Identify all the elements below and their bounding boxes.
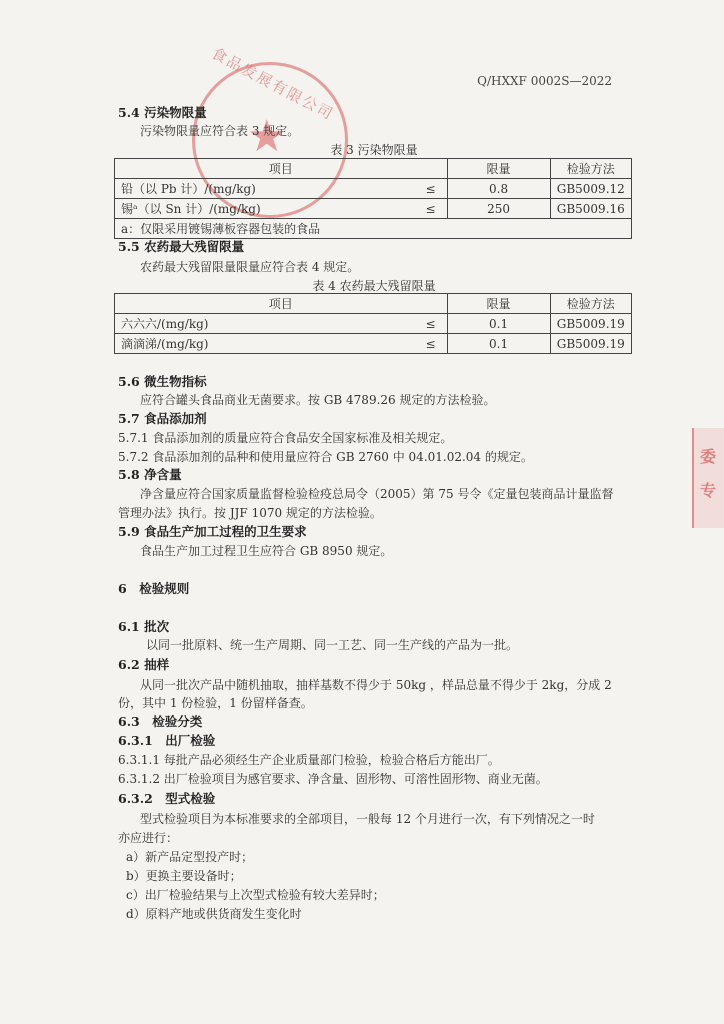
section-6-3-2-line-2: 亦应进行：	[118, 831, 179, 845]
table-4-caption: 表 4 农药最大残留限量	[312, 279, 436, 293]
table-cell-op: ≤	[415, 199, 448, 219]
table-cell-item: 锡ᵃ（以 Sn 计）/(mg/kg)	[115, 199, 415, 219]
table-cell-item: 六六六/(mg/kg)	[115, 314, 415, 334]
section-5-9-title: 5.9 食品生产加工过程的卫生要求	[118, 524, 307, 539]
section-5-8-title: 5.8 净含量	[118, 467, 182, 482]
table-cell-limit: 0.1	[447, 334, 550, 354]
table-3	[114, 158, 632, 239]
table-3-header-item: 项目	[115, 159, 448, 179]
table-3-note: a：仅限采用镀锡薄板容器包装的食品	[115, 219, 632, 239]
table-3-header-method: 检验方法	[550, 159, 631, 179]
side-stamp-char-1: 委	[700, 447, 717, 466]
section-6-3-title: 6.3 检验分类	[118, 714, 203, 729]
section-6-3-2-line-1: 型式检验项目为本标准要求的全部项目，一般每 12 个月进行一次，有下列情况之一时	[140, 812, 595, 826]
section-6-2-title: 6.2 抽样	[118, 657, 170, 672]
table-row	[115, 314, 632, 334]
list-item: b）更换主要设备时；	[126, 869, 242, 883]
table-cell-limit: 250	[447, 199, 550, 219]
table-cell-item: 铅（以 Pb 计）/(mg/kg)	[115, 179, 415, 199]
section-6-2-line-2: 份，其中 1 份检验，1 份留样备查。	[118, 696, 313, 710]
document-code: Q/HXXF 0002S—2022	[477, 74, 612, 88]
section-5-7-title: 5.7 食品添加剂	[118, 411, 207, 426]
table-3-header-limit: 限量	[447, 159, 550, 179]
section-6-title: 6 检验规则	[118, 581, 190, 596]
section-6-1-text: 以同一批原料、统一生产周期、同一工艺、同一生产线的产品为一批。	[146, 638, 519, 652]
list-item: a）新产品定型投产时；	[126, 850, 254, 864]
table-cell-limit: 0.1	[447, 314, 550, 334]
table-cell-op: ≤	[415, 334, 448, 354]
table-cell-op: ≤	[415, 179, 448, 199]
section-5-8-line-1: 净含量应符合国家质量监督检验检疫总局令（2005）第 75 号令《定量包装商品计量监督	[140, 487, 614, 501]
table-3-caption: 表 3 污染物限量	[330, 143, 418, 157]
section-6-1-title: 6.1 批次	[118, 619, 170, 634]
section-6-3-1-title: 6.3.1 出厂检验	[118, 733, 216, 748]
side-stamp-char-2: 专	[700, 481, 717, 500]
section-5-6-text: 应符合罐头食品商业无菌要求。按 GB 4789.26 规定的方法检验。	[140, 393, 496, 407]
table-cell-op: ≤	[415, 314, 448, 334]
list-item: d）原料产地或供货商发生变化时	[126, 907, 302, 921]
side-stamp	[692, 428, 724, 528]
table-row	[115, 199, 632, 219]
table-cell-method: GB5009.19	[550, 314, 631, 334]
seal-text: 食品发展有限公司	[208, 44, 338, 124]
section-5-8-line-2: 管理办法》执行。按 JJF 1070 规定的方法检验。	[118, 506, 382, 520]
section-6-3-1-2: 6.3.1.2 出厂检验项目为感官要求、净含量、固形物、可溶性固形物、商业无菌。	[118, 772, 548, 786]
list-item: c）出厂检验结果与上次型式检验有较大差异时；	[126, 888, 385, 902]
section-5-5-intro: 农药最大残留限量限量应符合表 4 规定。	[140, 260, 360, 274]
table-row	[115, 179, 632, 199]
section-5-7-1: 5.7.1 食品添加剂的质量应符合食品安全国家标准及相关规定。	[118, 431, 453, 445]
table-cell-item: 滴滴涕/(mg/kg)	[115, 334, 415, 354]
table-cell-method: GB5009.12	[550, 179, 631, 199]
table-cell-method: GB5009.19	[550, 334, 631, 354]
table-4-header	[115, 294, 632, 314]
section-6-2-line-1: 从同一批次产品中随机抽取，抽样基数不得少于 50kg ，样品总量不得少于 2kg，分成 2	[140, 678, 612, 692]
table-cell-method: GB5009.16	[550, 199, 631, 219]
table-cell-limit: 0.8	[447, 179, 550, 199]
table-3-note-row	[115, 219, 632, 239]
section-5-6-title: 5.6 微生物指标	[118, 374, 207, 389]
table-4-header-method: 检验方法	[550, 294, 631, 314]
table-4	[114, 293, 632, 354]
section-5-4-title: 5.4 污染物限量	[118, 105, 207, 120]
section-6-3-2-title: 6.3.2 型式检验	[118, 791, 216, 806]
section-6-3-1-1: 6.3.1.1 每批产品必须经生产企业质量部门检验，检验合格后方能出厂。	[118, 753, 500, 767]
table-4-header-limit: 限量	[447, 294, 550, 314]
section-5-5-title: 5.5 农药最大残留限量	[118, 239, 245, 254]
section-5-7-2: 5.7.2 食品添加剂的品种和使用量应符合 GB 2760 中 04.01.02.04 的规定。	[118, 450, 533, 464]
table-3-header	[115, 159, 632, 179]
section-5-4-intro: 污染物限量应符合表 3 规定。	[140, 124, 300, 138]
section-5-9-text: 食品生产加工过程卫生应符合 GB 8950 规定。	[140, 544, 393, 558]
seal-star-icon: ★	[247, 111, 287, 162]
table-4-header-item: 项目	[115, 294, 448, 314]
table-row	[115, 334, 632, 354]
